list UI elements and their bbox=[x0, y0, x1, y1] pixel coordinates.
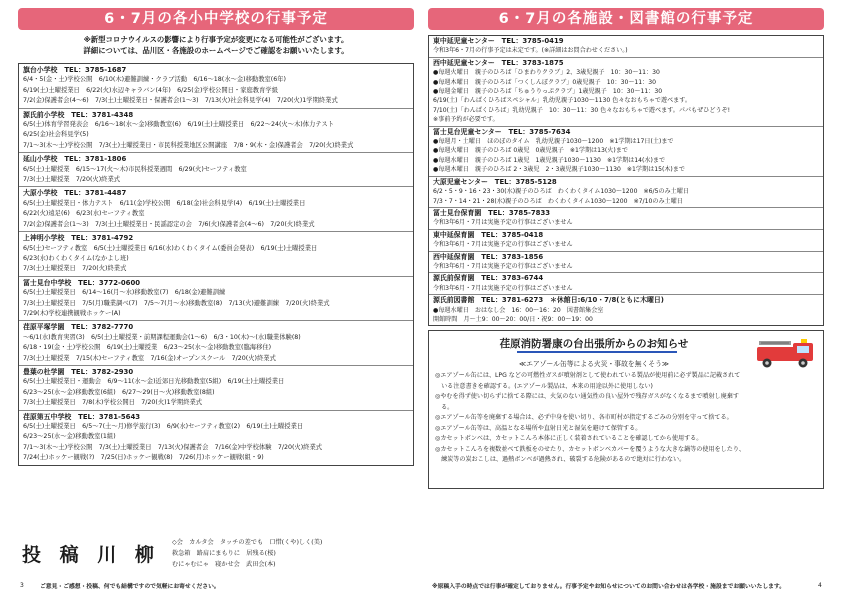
school-block bbox=[19, 109, 413, 154]
facility-header bbox=[433, 274, 820, 283]
school-tel: TEL：3785-1687 bbox=[64, 66, 127, 74]
facility-event-line: 7/10(土)「わんぱくひろば」乳幼児親子 10：30～11：30 色々なおもちゃで遊べます。パパもぜひどうぞ! bbox=[433, 106, 731, 114]
facility-event-line: 7/3・7・14・21・28(水)親子のひろば わくわくタイム1030～1200 ※7/10のみ土曜日 bbox=[433, 197, 683, 205]
school-name: 豊葉の杜学園 bbox=[23, 367, 65, 376]
school-event-line: 6/18・19(金・土)学校公開 6/19(土)土曜授業 6/23～25(水～金)移動教室(臨海移住) bbox=[23, 344, 272, 352]
school-name: 上神明小学校 bbox=[23, 234, 65, 243]
school-block bbox=[19, 153, 413, 187]
school-header bbox=[23, 233, 410, 243]
facility-event-line: 令和3年6月・7月は実施予定の行事はございません bbox=[433, 262, 573, 270]
facility-header bbox=[433, 209, 820, 218]
school-name: 延山小学校 bbox=[23, 155, 58, 164]
senryu-title: 投 稿 川 柳 bbox=[22, 544, 160, 566]
facility-tel: TEL：3785-7634 bbox=[508, 127, 571, 136]
fire-notice-subtitle: ≪エアゾール缶等による火災・事故を無くそう≫ bbox=[518, 360, 670, 369]
facility-tel: TEL：3785-5128 bbox=[494, 177, 557, 186]
facility-tel: TEL：3783-1856 bbox=[481, 252, 544, 261]
senryu-section bbox=[22, 537, 412, 577]
facility-event-line: 令和3年6月・7月は実施予定の行事はございません bbox=[433, 219, 573, 227]
facility-tel: TEL：3785-7833 bbox=[488, 208, 551, 217]
facility-tel: TEL：3781-6273 ＊休館日:6/10・7/8(ともに木曜日) bbox=[481, 296, 664, 305]
school-event-line: 6/25(金)社会科見学(5) bbox=[23, 131, 89, 139]
school-header bbox=[23, 322, 410, 332]
school-block bbox=[19, 366, 413, 411]
school-tel: TEL：3781-5643 bbox=[78, 412, 141, 421]
school-event-line: 6/23～25(水～金)移動教室(1組) bbox=[23, 433, 116, 441]
facility-block bbox=[429, 58, 823, 127]
school-event-line: 7/2(金)保護者会(1～3) 7/3(土)土曜授業日・民謡認定の会 7/6(火)保護者会(4～6) 7/20(火)終業式 bbox=[23, 220, 315, 228]
school-tel: TEL：3772-0600 bbox=[78, 278, 141, 287]
fire-department-notice bbox=[428, 330, 824, 489]
school-event-line: 7/1～3(木～土)学校公開 7/3(土)土曜授業日・市民科授業地区公開講座 7/8・9(木・金)保護者会 7/20(火)終業式 bbox=[23, 141, 354, 149]
facility-event-line: ●毎週火曜日 親子のひろば「ひまわりクラブ」2、3歳児親子 10：30～11：30 bbox=[433, 69, 660, 77]
facility-header bbox=[433, 128, 820, 137]
school-header bbox=[23, 110, 410, 120]
school-block bbox=[19, 187, 413, 232]
school-event-line: 6/5(土)土曜授業日 6/14～16(月～水)移動教室(7) 6/18(金)避難訓練 bbox=[23, 289, 226, 297]
facility-header bbox=[433, 253, 820, 262]
school-event-line: 6/5(土)土曜授業日・体力テスト 6/11(金)学校公開 6/18(金)社会科見学(4) 6/19(土)土曜授業日 bbox=[23, 199, 306, 207]
facility-block bbox=[429, 230, 823, 252]
facility-name: 冨士見台児童センター bbox=[433, 127, 502, 136]
facility-event-line: ●毎週水曜日 親子のひろば 1歳児 1歳児親子1030～1130 ※1学期は14(水)まで bbox=[433, 156, 666, 164]
school-block bbox=[19, 411, 413, 465]
school-tel: TEL：3781-4487 bbox=[64, 189, 127, 198]
facility-event-line: 6/2・5・9・16・23・30(水)親子のひろば わくわくタイム1030～1200 ※6/5のみ土曜日 bbox=[433, 188, 689, 196]
facility-block bbox=[429, 295, 823, 325]
facility-event-line: 令和3年6・7月の行事予定は未定です。(※詳細はお問合わせください。) bbox=[433, 47, 628, 55]
school-event-line: ～6/1(水)教育実習(3) 6/5(土)土曜授業・前期課程運動会(1～6) 6/3・10(木)～(水)職業体験(8) bbox=[23, 333, 301, 341]
facility-name: 大原児童センター bbox=[433, 177, 488, 186]
school-event-line: 7/3(土)土曜授業日 7/20(火)終業式 bbox=[23, 265, 127, 273]
facility-event-line: 開館時間 月～土9：00～20：00/日・祝9：00～19：00 bbox=[433, 315, 593, 323]
school-event-line: 6/5(土)セーフティ教室 6/5(土)土曜授業日 6/16(水)わくわくタイム(委員会発表) 6/19(土)土曜授業日 bbox=[23, 244, 318, 252]
notice-line: ※新型コロナウイルスの影響により行事予定が変更になる可能性がございます。 bbox=[83, 35, 349, 44]
fire-notice-line: ◎やむを得ず使い切らずに捨てる際には、火気のない通気性の良い屋外で残存ガスがなくなるまで噴射し廃棄す bbox=[435, 393, 739, 401]
school-event-line: 7/3(土)土曜授業日 7/5(月)職業調べ(7) 7/5～7(月～水)移動教室(8) 7/13(火)避難訓練 7/20(火)終業式 bbox=[23, 299, 330, 307]
facility-name: 源氏前保育園 bbox=[433, 274, 475, 283]
senryu-poem: むにゃむにゃ 寝かせ会 武田会(本) bbox=[172, 561, 276, 568]
fire-notice-line: 練炭等の炭おこしは、過熱ボンベが過熱され、破裂する危険があるので絶対に行わない。 bbox=[435, 456, 686, 464]
facility-block bbox=[429, 208, 823, 230]
facility-name: 東中延保育園 bbox=[433, 230, 475, 239]
school-name: 冨士見台中学校 bbox=[23, 278, 72, 287]
footer-right: ※原稿入手の時点では行事が確定しておりません。行事予定やお知らせについてのお問い合わせは各学校・施設までお願いいたします。 bbox=[432, 584, 786, 590]
school-event-line: 6/23(水)わくわくタイム(なかよし班) bbox=[23, 254, 129, 262]
school-event-line: 7/3(土)土曜授業日 7/8(木)学校公開日 7/20(火)1学期終業式 bbox=[23, 399, 203, 407]
fire-notice-line: いる注意書きを確認する。(エアゾール製品は、本来の用途以外に使用しない) bbox=[435, 382, 653, 390]
facility-name: 西中延児童センター bbox=[433, 58, 495, 67]
facility-name: 東中延児童センター bbox=[433, 37, 495, 45]
facility-block bbox=[429, 36, 823, 58]
spacer bbox=[495, 37, 502, 45]
school-header bbox=[23, 154, 410, 164]
school-name: 荏原平塚学園 bbox=[23, 323, 65, 332]
notice-line: 詳細については、品川区・各施設のホームページでご確認をお願いいたします。 bbox=[83, 45, 349, 55]
spacer bbox=[495, 59, 502, 67]
facility-event-line: ●毎週木曜日 親子のひろば 2・3歳児 2・3歳児親子1030～1130 ※1学期は15(木)まで bbox=[433, 166, 685, 174]
fire-notice-line: ◎エアゾール缶等は、高温となる場所や直射日光と湿気を避けて保管する。 bbox=[435, 424, 642, 432]
school-event-line: 6/19(土)土曜授業日 6/22(火)水辺キャラバン(4年) 6/25(金)学校公開日・家庭教育学級 bbox=[23, 86, 278, 94]
school-header bbox=[23, 367, 410, 377]
school-event-line: 6/4・5(金・土)学校公開 6/10(木)避難訓練・クラブ活動 6/16～18(水～金)移動教室(6年) bbox=[23, 76, 286, 84]
right-page bbox=[428, 8, 824, 489]
facility-event-line: ●毎週木曜日 親子のひろば「つくしんぼクラブ」0歳児親子 10：30～11：30 bbox=[433, 78, 657, 86]
school-name: 源氏前小学校 bbox=[23, 110, 65, 119]
facility-tel: TEL：3783-1875 bbox=[501, 58, 564, 67]
facility-header bbox=[433, 37, 820, 46]
senryu-poem: 救急箱 路肩にまもりに 居残る(桜) bbox=[172, 550, 276, 557]
school-block bbox=[19, 277, 413, 322]
school-tel: TEL：3782-2930 bbox=[71, 367, 134, 376]
senryu-poems bbox=[172, 537, 412, 570]
left-page bbox=[18, 8, 414, 466]
facility-block bbox=[429, 177, 823, 208]
facility-event-line: 令和3年6月・7月は実施予定の行事はございません bbox=[433, 284, 573, 292]
school-tel: TEL：3781-4792 bbox=[71, 234, 134, 243]
school-header bbox=[23, 278, 410, 288]
school-event-line: 6/23～25(水～金)移動教室(6組) 6/27～29(日～火)移動教室(8組) bbox=[23, 388, 215, 396]
facility-name: 源氏前図書館 bbox=[433, 296, 475, 305]
facility-schedule-table bbox=[428, 35, 824, 326]
fire-notice-line: ◎エアゾール缶には、LPG などの可燃性ガスが噴射剤として使われている製品が使用前に必ず製品に記載されて bbox=[435, 372, 741, 380]
facility-block bbox=[429, 127, 823, 177]
fire-notice-line: ◎カセットこんろを複数並べて鉄板をのせたり、カセットボンベカバーを覆うような大きな鍋等の使用をしたり、 bbox=[435, 445, 746, 453]
school-event-line: 6/5(土)土曜授業日 6/5～7(土～月)修学旅行(3) 6/9(水)セーフティ教室(2) 6/19(土)土曜授業日 bbox=[23, 423, 304, 430]
facility-name: 冨士見台保育園 bbox=[433, 208, 482, 217]
school-name: 旗台小学校 bbox=[23, 66, 58, 74]
fire-title-underline bbox=[517, 351, 677, 353]
senryu-poem: ◇会 カルタ会 タッチの差でも 口惜(くや)しく(美) bbox=[172, 539, 323, 546]
fire-notice-line: ◎カセットボンベは、カセットこんろ本体に正しく装着されていることを確認してから使用する。 bbox=[435, 435, 703, 443]
facility-tel: TEL：3785-0418 bbox=[481, 230, 544, 239]
school-name: 大原小学校 bbox=[23, 189, 58, 198]
school-event-line: 6/5(土)土曜授業 6/15～17(火～木)市民科授業週間 6/29(火)セーフティ教室 bbox=[23, 165, 247, 173]
school-block bbox=[19, 321, 413, 366]
school-tel: TEL：3781-4348 bbox=[71, 110, 134, 119]
facility-event-line: ●毎週水曜日 おはなし会 16：00～16：20 図書館集会室 bbox=[433, 306, 604, 314]
spacer bbox=[488, 178, 495, 186]
school-event-line: 7/3(土)土曜授業 7/20(火)終業式 bbox=[23, 176, 121, 184]
facility-event-line: ●毎週火曜日 親子のひろば 0歳児 0歳児親子 ※1学期は13(火)まで bbox=[433, 147, 628, 155]
covid-notice bbox=[18, 35, 414, 56]
fire-notice-title: 荏原消防署康の台出張所からのお知らせ bbox=[499, 338, 689, 351]
facility-name: 西中延保育園 bbox=[433, 252, 475, 261]
facility-block bbox=[429, 273, 823, 295]
school-event-line: 6/22(火)遠足(6) 6/23(水)セーフティ教室 bbox=[23, 210, 145, 218]
facility-event-line: 6/19(土)「わんぱくひろばスペシャル」乳幼児親子1030～1130 色々なおもちゃで遊べます。 bbox=[433, 97, 691, 105]
school-event-line: 7/24(土)ホッケー観戦(?) 7/25(日)ホッケー観戦(8) 7/26(月)ホッケー観戦(組・9) bbox=[23, 454, 264, 462]
facility-event-line: 令和3年6月・7月は実施予定の行事はございません bbox=[433, 241, 573, 249]
fire-notice-list bbox=[435, 371, 820, 466]
facility-header bbox=[433, 59, 820, 68]
school-event-line: 7/2(金)保護者会(4～6) 7/3(土)土曜授業日・保護者会(1～3) 7/13(火)社会科見学(4) 7/20(火)1学期終業式 bbox=[23, 97, 338, 105]
fire-notice-line: る。 bbox=[435, 403, 454, 411]
school-event-line: 7/29(木)学校連携観戦ホッケー(A) bbox=[23, 309, 121, 317]
facility-header bbox=[433, 296, 820, 305]
footer-left: ご意見・ご感想・投稿、何でも結構ですので気軽にお寄せください。 bbox=[40, 584, 220, 590]
school-event-line: 7/3(土)土曜授業 7/15(木)セーフティ教室 7/16(金)オープンスクール 7/20(火)終業式 bbox=[23, 354, 276, 362]
spacer bbox=[502, 128, 509, 136]
school-header bbox=[23, 65, 410, 75]
facility-block bbox=[429, 252, 823, 274]
fire-truck-icon bbox=[755, 335, 817, 369]
school-header bbox=[23, 188, 410, 198]
facility-event-line: ●毎週金曜日 親子のひろば「ちゅうりっぷクラブ」1歳児親子 10：30～11：30 bbox=[433, 88, 663, 96]
facility-events-banner: 6・7月の各施設・図書館の行事予定 bbox=[428, 8, 824, 30]
school-name: 荏原第五中学校 bbox=[23, 412, 72, 421]
school-block bbox=[19, 232, 413, 277]
facility-tel: TEL：3785-0419 bbox=[501, 37, 564, 45]
school-event-line: 7/1～3(木～土)学校公開 7/3(土)土曜授業日 7/13(火)保護者会 7/16(金)中学校体験 7/20(火)終業式 bbox=[23, 443, 323, 451]
school-schedule-table bbox=[18, 63, 414, 466]
school-block bbox=[19, 64, 413, 109]
facility-event-line: ●毎週月・土曜日 ほのぼのタイム 乳幼児親子1030～1200 ※1学期は17日(土)まで bbox=[433, 138, 674, 146]
school-event-line: 6/5(土)土曜授業日・運動会 6/9～11(水～金)近郊日光移動教室(5組) 6/19(土)土曜授業日 bbox=[23, 378, 285, 386]
fire-notice-line: ◎エアゾール缶等を廃棄する場合は、必ず中身を使い切り、各市町村が指定するごみの分別を守って捨てる。 bbox=[435, 414, 733, 422]
school-header bbox=[23, 412, 410, 422]
page-number-right: 4 bbox=[818, 582, 822, 589]
facility-tel: TEL：3783-6744 bbox=[481, 274, 544, 283]
facility-header bbox=[433, 231, 820, 240]
facility-header bbox=[433, 178, 820, 187]
school-tel: TEL：3781-1806 bbox=[64, 155, 127, 164]
page-number-left: 3 bbox=[20, 582, 24, 589]
school-events-banner: 6・7月の各小中学校の行事予定 bbox=[18, 8, 414, 30]
school-tel: TEL：3782-7770 bbox=[71, 323, 134, 332]
facility-event-line: ※事前予約が必要です。 bbox=[433, 116, 499, 124]
school-event-line: 6/5(土)体育学習発表会 6/16～18(水～金)移動教室(6) 6/19(土)土曜授業日 6/22～24(火～木)体力テスト bbox=[23, 121, 334, 129]
